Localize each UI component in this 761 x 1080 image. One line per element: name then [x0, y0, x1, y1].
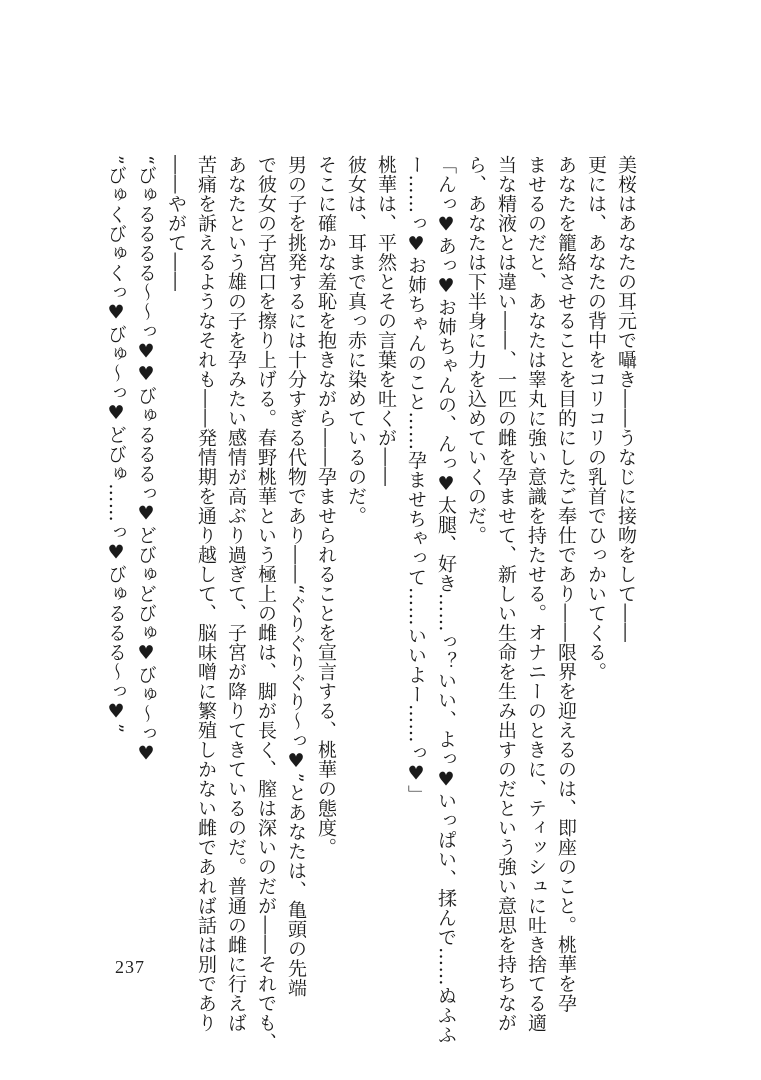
text-line: 男の子を挑発するには十分すぎる代物であり――“ぐりぐりぐり～っ♥”とあなたは、亀頭の先端: [285, 155, 307, 998]
text-line: ”びゅくびゅくっ♥びゅ～っ♥どびゅ……っ♥びゅるるる～っ♥”: [105, 155, 127, 734]
page-number: 237: [115, 957, 145, 977]
text-line: 更には、あなたの背中をコリコリの乳首でひっかいてくる。: [585, 155, 607, 682]
text-line: 苦痛を訴えるようなそれも――発情期を通り越して、脳味噌に繁殖しかない雌であれば話は別であり: [195, 155, 217, 1033]
vertical-text-block: [105, 155, 641, 1052]
text-line: ませるのだと、あなたは睾丸に強い意識を持たせる。オナニーのときに、ティッシュに吐き捨てる適: [525, 155, 547, 1033]
text-line: ら、あなたは下半身に力を込めていくのだ。: [465, 155, 487, 545]
text-line: ――やがて――: [165, 155, 187, 292]
text-line: あなたという雄の子を孕みたい感情が高ぶり過ぎて、子宮が降りてきているのだ。普通の雌に行えば: [225, 155, 247, 1033]
text-line: “びゅるるるる～～っ♥♥びゅるるるっ♥どびゅどびゅ♥びゅ～っ♥: [135, 155, 157, 766]
text-line: で彼女の子宮口を擦り上げる。春野桃華という極上の雌は、脚が長く、膣は深いのだが――それでも、: [255, 155, 277, 1052]
text-line: 美桜はあなたの耳元で囁き――うなじに接吻をして――: [615, 155, 637, 643]
text-line: あなたを籠絡させることを目的にしたご奉仕であり――限界を迎えるのは、即座のこと。桃華を孕: [555, 155, 577, 1013]
text-line: 桃華は、平然とその言葉を吐くが――: [375, 155, 397, 487]
text-line: そこに確かな羞恥を抱きながら――孕ませられることを宣言する、桃華の態度。: [315, 155, 337, 857]
text-line: ー……っ♥お姉ちゃんのこと……孕ませちゃって……いいよー……っ♥」: [405, 155, 427, 805]
text-line: 彼女は、耳まで真っ赤に染めているのだ。: [345, 155, 367, 526]
text-line: 当な精液とは違い――、一匹の雌を孕ませて、新しい生命を生み出すのだという強い意思を持ちなが: [495, 155, 517, 1033]
text-line: 「んっ♥あっ♥お姉ちゃんの、んっ♥太腿、好き……っ？いい、よっ♥いっぱい、揉んで……ぬふふ: [435, 155, 457, 1045]
